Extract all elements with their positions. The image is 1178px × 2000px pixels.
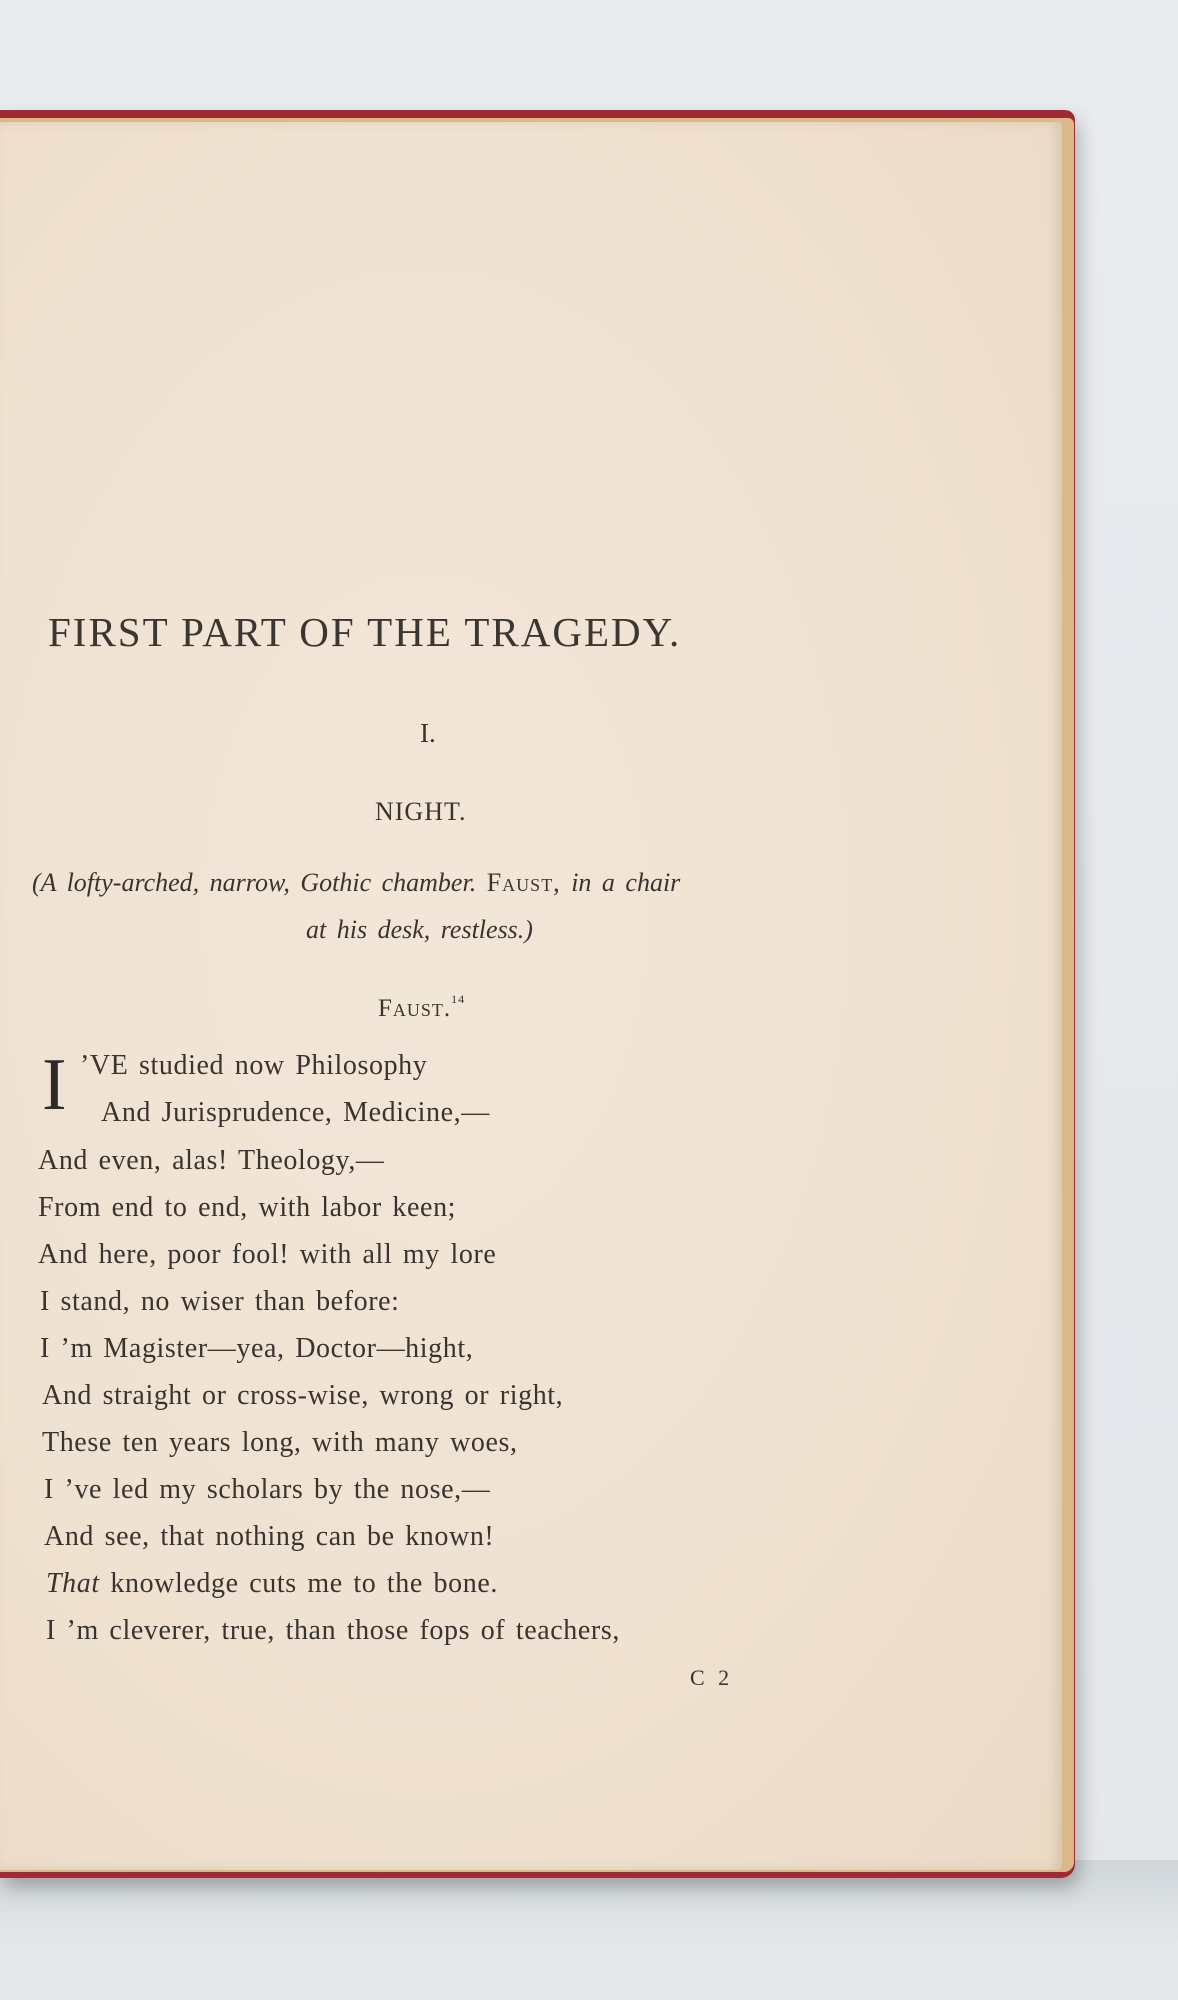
table-surface <box>0 1860 1178 2000</box>
stage-direction-text: in a chair <box>571 868 681 897</box>
verse-line: ’VE studied now Philosophy <box>80 1050 428 1081</box>
verse-line: And straight or cross-wise, wrong or right, <box>42 1380 564 1411</box>
verse-line: And Jurisprudence, Medicine,— <box>101 1097 490 1128</box>
speaker-name: Faust. <box>378 995 452 1022</box>
stage-direction-line-1 <box>32 868 680 898</box>
stage-direction-text: (A lofty-arched, narrow, Gothic chamber. <box>32 868 477 897</box>
scene-title: NIGHT. <box>375 797 467 826</box>
speaker-heading <box>378 992 466 1023</box>
verse-line: And see, that nothing can be known! <box>44 1521 495 1552</box>
verse-line: I ’m Magister—yea, Doctor—hight, <box>40 1333 474 1364</box>
verse-line: I stand, no wiser than before: <box>40 1286 400 1317</box>
drop-cap: I <box>42 1044 67 1126</box>
footnote-ref: 14 <box>451 992 466 1006</box>
section-number: I. <box>420 718 436 748</box>
verse-line <box>46 1568 498 1600</box>
italic-word: That <box>46 1568 100 1599</box>
verse-line: I ’m cleverer, true, than those fops of teachers, <box>46 1615 620 1646</box>
verse-line: I ’ve led my scholars by the nose,— <box>44 1474 491 1505</box>
verse-line: From end to end, with labor keen; <box>38 1192 457 1223</box>
verse-line: These ten years long, with many woes, <box>42 1427 518 1458</box>
stage-direction-line-2: at his desk, restless.) <box>306 915 533 944</box>
verse-line-rest: knowledge cuts me to the bone. <box>99 1568 498 1599</box>
signature-mark: C 2 <box>690 1665 734 1690</box>
verse-line: And even, alas! Theology,— <box>38 1145 385 1176</box>
stage-direction-speaker: Faust, <box>486 868 561 897</box>
verse-line: And here, poor fool! with all my lore <box>38 1239 497 1270</box>
book-page <box>0 122 1062 1870</box>
part-title: FIRST PART OF THE TRAGEDY. <box>48 609 682 655</box>
